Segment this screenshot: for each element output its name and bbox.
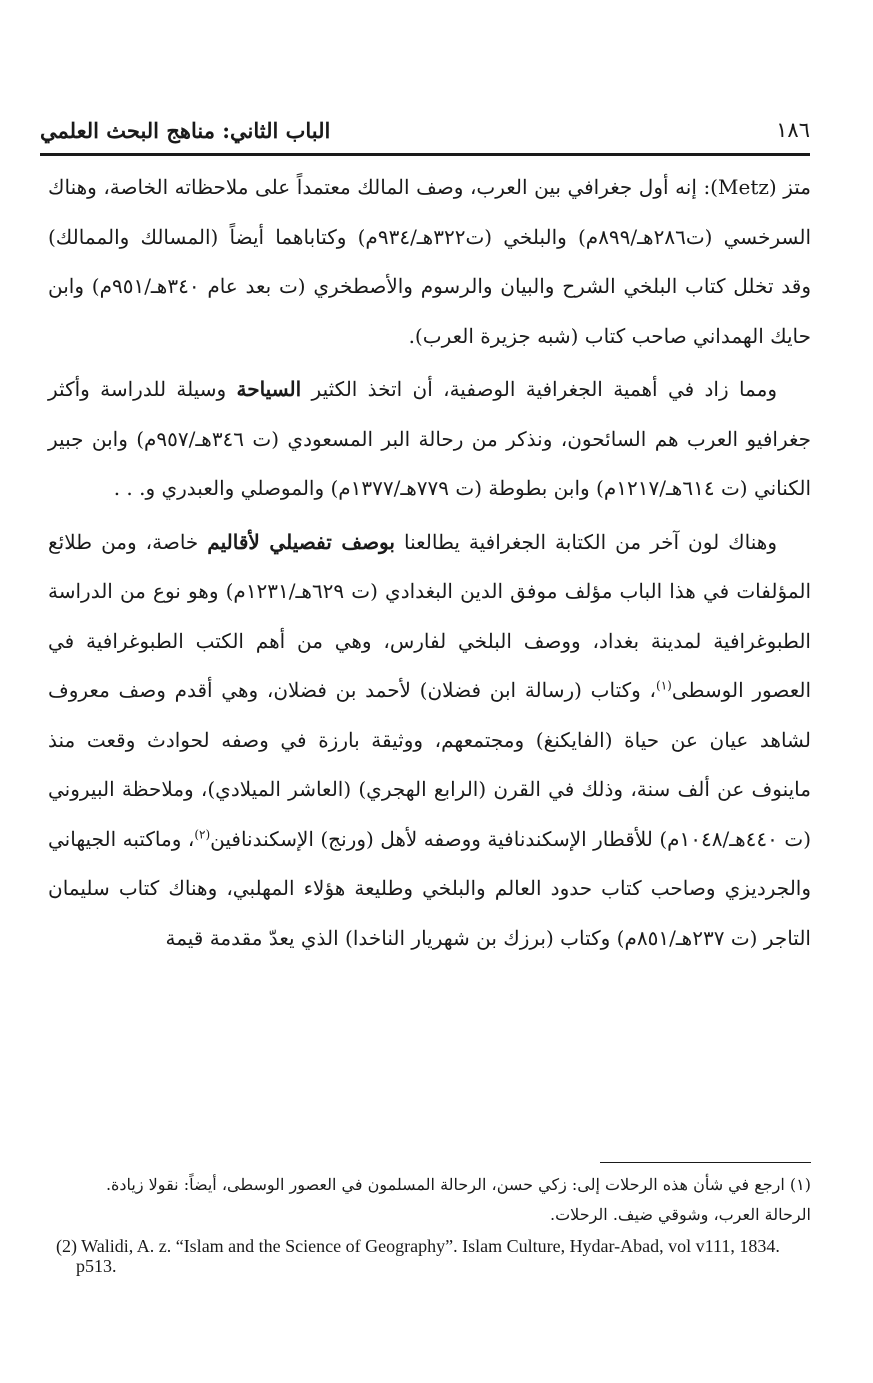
text-run: ومما زاد في أهمية الجغرافية الوصفية، أن اتخذ الكثير bbox=[301, 377, 777, 401]
emphasis-text: السياحة bbox=[236, 377, 302, 401]
main-text bbox=[48, 163, 811, 963]
footnote-1: (١) ارجع في شأن هذه الرحلات إلى: زكي حسن، الرحالة المسلمون في العصور الوسطى، أيضاً: نقولا زيادة. bbox=[105, 1175, 811, 1194]
chapter-title: الباب الثاني: مناهج البحث العلمي bbox=[40, 118, 331, 143]
paragraph-metz bbox=[48, 163, 811, 361]
footnote-ref: (١) bbox=[656, 678, 672, 693]
footnote-1-continued: الرحالة العرب، وشوقي ضيف. الرحلات. bbox=[550, 1205, 811, 1224]
text-run: متز (Metz): إنه أول جغرافي بين العرب، وصف المالك معتمداً على ملاحظاته الخاصة، وهناك السرخسي (ت٢٨٦هـ/٨٩٩م) والبلخي (ت٣٢٢هـ/٩٣٤م) وكتاباهما أيضاً (المسالك والممالك) وقد تخلل كتاب البلخي الشرح والبيان والرسوم والأصطخري (ت بعد عام ٣٤٠هـ/٩٥١م) وابن حايك الهمداني صاحب كتاب (شبه جزيرة العرب). bbox=[48, 175, 812, 348]
footnote-divider bbox=[600, 1162, 811, 1163]
footnote-ref: (٢) bbox=[194, 826, 211, 841]
footnote-2: (2) Walidi, A. z. “Islam and the Science of Geography”. Islam Culture, Hydar-Abad, vol v111, 1834. p513. bbox=[56, 1236, 780, 1276]
running-header bbox=[40, 112, 810, 152]
text-run: ، وماكتبه الجيهاني والجرديزي وصاحب كتاب حدود العالم والبلخي وطليعة هؤلاء المهلبي، وهناك كتاب سليمان التاجر (ت ٢٣٧هـ/٨٥١م) وكتاب (برزك بن شهريار الناخدا) الذي يعدّ مقدمة قيمة bbox=[48, 826, 811, 950]
page-number: ١٨٦ bbox=[776, 118, 810, 142]
text-run: وهناك لون آخر من الكتابة الجغرافية يطالعنا bbox=[394, 529, 777, 554]
text-run: ، وكتاب (رسالة ابن فضلان) لأحمد بن فضلان، وهي أقدم وصف معروف لشاهد عيان عن حياة (الفايكنغ) ومجتمعهم، ووثيقة بارزة في وصفه لحوادث وقعت منذ ماينوف عن ألف سنة، وذلك في القرن (الرابع الهجري) (العاشر الميلادي)، وملاحظة البيروني (ت ٤٤٠هـ/١٠٤٨م) للأقطار الإسكندنافية ووصفه لأهل (ورنج) الإسكندنافين bbox=[48, 678, 811, 851]
emphasis-text: بوصف تفصيلي لأقاليم bbox=[207, 529, 395, 554]
footnotes bbox=[56, 1170, 811, 1276]
text-run: وسيلة للدراسة وأكثر جغرافيو العرب هم السائحون، ونذكر من رحالة البر المسعودي (ت ٣٤٦هـ/٩٥٧م) وابن جبير الكناني (ت ٦١٤هـ/١٢١٧م) وابن بطوطة (ت ٧٧٩هـ/١٣٧٧م) والموصلي والعبدري و. . . bbox=[48, 377, 811, 500]
paragraph-regions bbox=[48, 518, 811, 964]
header-divider bbox=[40, 153, 810, 156]
text-run: خاصة، ومن طلائع المؤلفات في هذا الباب مؤلف موفق الدين البغدادي (ت ٦٢٩هـ/١٢٣١م) وهو نوع من الدراسة الطبوغرافية لمدينة بغداد، ووصف البلخي لفارس، وهي من أهم الكتب الطبوغرافية في العصور الوسطى bbox=[48, 529, 812, 702]
paragraph-travel bbox=[48, 365, 811, 514]
